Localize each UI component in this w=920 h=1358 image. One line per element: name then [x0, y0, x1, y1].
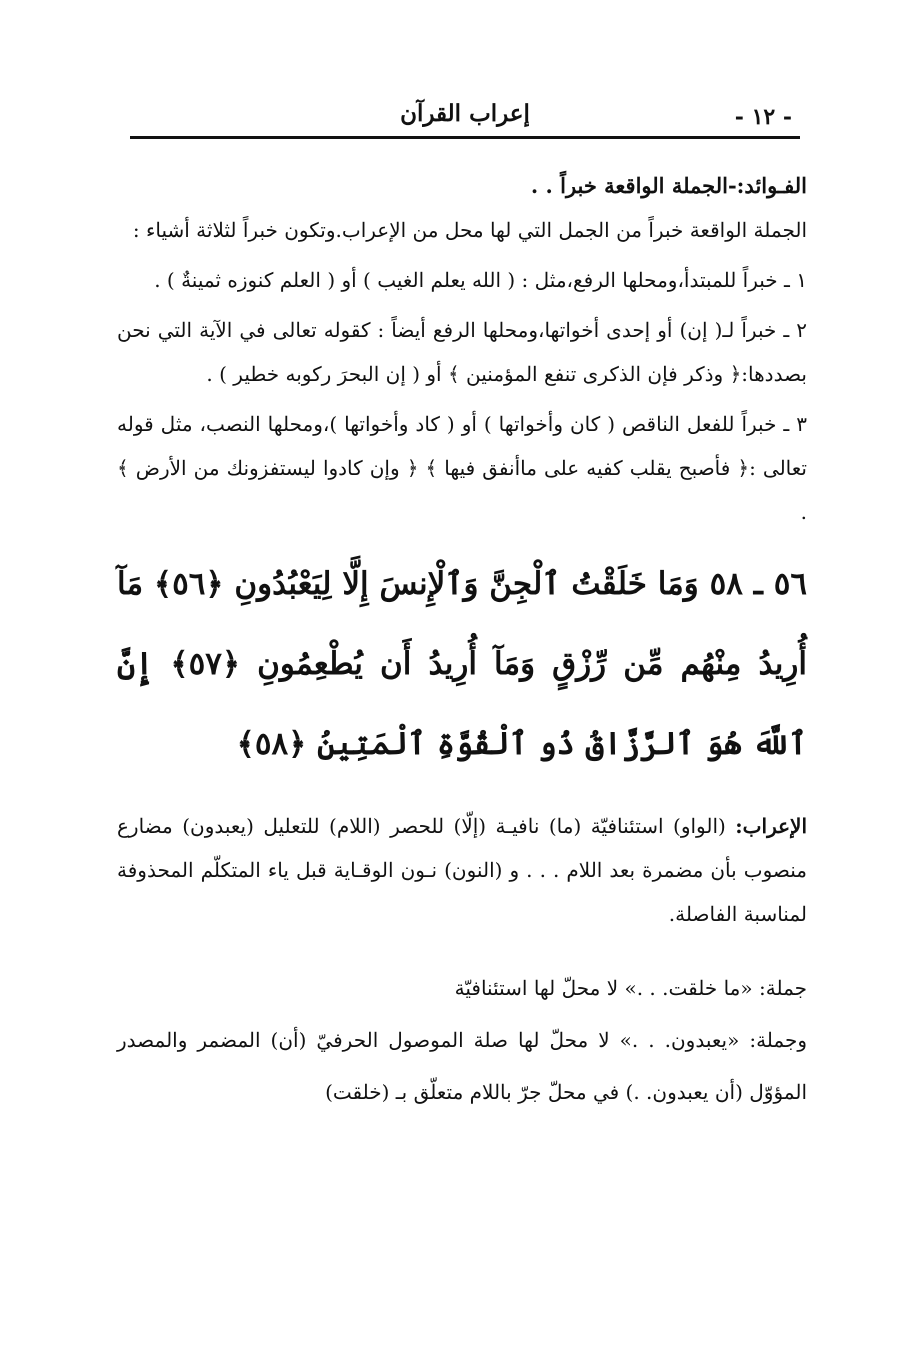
quran-verse: ٥٦ ـ ٥٨ وَمَا خَلَقْتُ ٱلْجِنَّ وَٱلْإِنسَ إِلَّا لِيَعْبُدُونِ ﴿٥٦﴾ مَآ أُرِيدُ مِنْهُم مِّن رِّزْقٍ وَمَآ أُرِيدُ أَن يُطْعِمُونِ ﴿٥٧﴾ إِنَّ ٱللَّهَ هُوَ ٱلرَّزَّاقُ ذُو ٱلْقُوَّةِ ٱلْمَتِينُ ﴿٥٨﴾ [117, 566, 808, 762]
i3rab-label: الإعراب: [735, 814, 807, 838]
i3rab-text: (الواو) استئنافيّة (ما) نافيـة (إلّا) للحصر (اللام) للتعليل (يعبدون) مضارع منصوب بأن مضمرة بعد اللام . . . و (النون) نـون الوقـاية قبل ياء المتكلّم المحذوفة لمناسبة الفاصلة. [117, 814, 807, 926]
jumla-line: وجملة: «يعبدون. . .» لا محلّ لها صلة الموصول الحرفيّ (أن) المضمر والمصدر المؤوّل (أن يعبدون. .) في محلّ جرّ باللام متعلّق بـ (خلقت) [117, 1028, 807, 1104]
fawaid-paragraph: ١ ـ خبراً للمبتدأ،ومحلها الرفع،مثل : ( الله يعلم الغيب ) أو ( العلم كنوزه ثمينةٌ ) . [154, 268, 807, 292]
book-title: إعراب القرآن [400, 100, 530, 127]
page-header [130, 92, 800, 142]
fawaid-paragraph: الجملة الواقعة خبراً من الجمل التي لها محل من الإعراب.وتكون خبراً لثلاثة أشياء : [132, 218, 807, 242]
header-rule [130, 136, 800, 139]
fawaid-paragraph: ٣ ـ خبراً للفعل الناقص ( كان وأخواتها ) أو ( كاد وأخواتها )،ومحلها النصب، مثل قوله تعالى :﴿ فأصبح يقلب كفيه على ماأنفق فيها ﴾ ﴿ وإن كادوا ليستفزونك من الأرض ﴾ . [117, 412, 807, 524]
page-body [117, 164, 807, 1118]
fawaid-paragraph: ٢ ـ خبراً لـ( إن) أو إحدى أخواتها،ومحلها الرفع أيضاً : كقوله تعالى في الآية التي نحن بصددها:﴿ وذكر فإن الذكرى تنفع المؤمنين ﴾ أو ( إن البحرَ ركوبه خطير ) . [117, 318, 807, 386]
i3rab-paragraph [117, 804, 807, 936]
fawaid-heading: الفـوائد:-الجملة الواقعة خبراً . . [530, 173, 807, 198]
jumla-line: جملة: «ما خلقت. . .» لا محلّ لها استئنافيّة [454, 976, 807, 1000]
page-number: - ١٢ - [734, 104, 792, 130]
